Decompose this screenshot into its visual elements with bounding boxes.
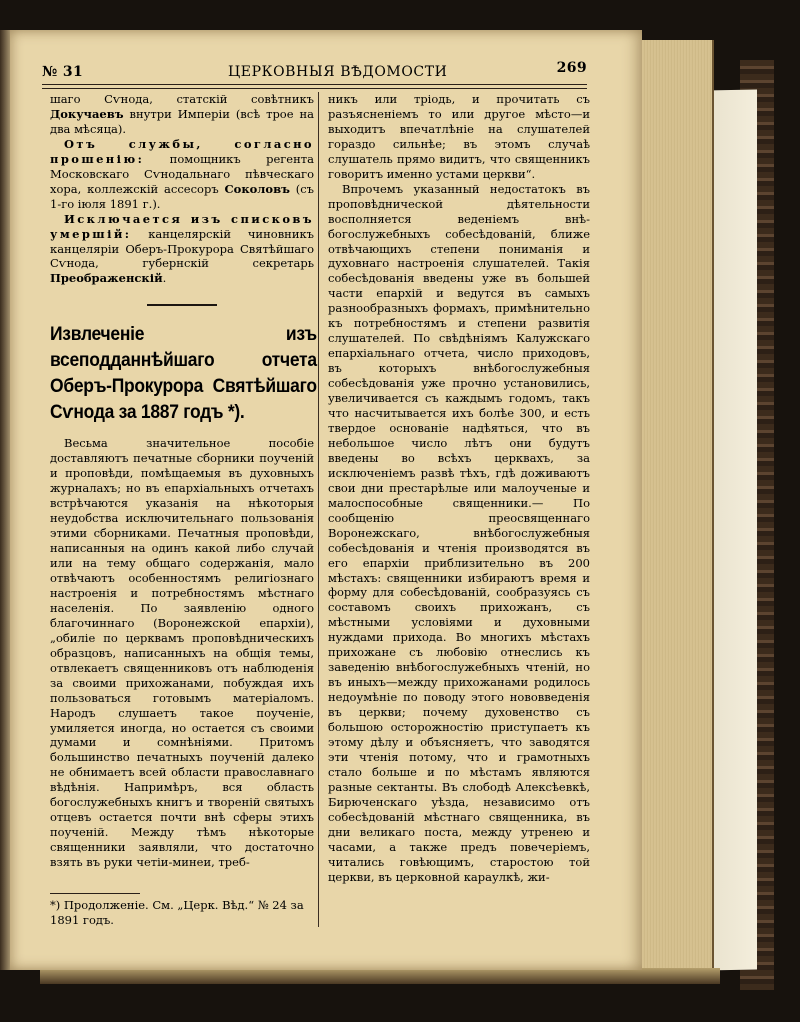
page-bottom-edge [40,968,720,984]
journal-title: ЦЕРКОВНЫЯ ВѢДОМОСТИ [228,64,448,80]
paragraph-leave [50,92,314,137]
spaced-heading: Исключается изъ списковъ умершій: [50,211,314,241]
spaced-heading: Отъ службы, согласно прошенію: [50,136,314,166]
text-run: шаго Сѵнода, статскій совѣтникъ [50,92,314,106]
page-number: 269 [556,60,587,76]
left-column [50,92,317,870]
footnote-rule [50,893,140,894]
header-double-rule [42,84,587,89]
footnote: *) Продолженіе. См. „Церк. Вѣд.“ № 24 за 1891 годъ. [50,898,304,927]
text-run: канцелярскій чиновникъ канцеляріи Оберъ-Прокурора Святѣйшаго Сѵнода, губернскій секретарь [50,226,314,271]
person-name: Соколовъ [224,181,290,196]
text-run: . [162,271,167,286]
text-run: внутри Имперіи (всѣ трое на два мѣсяца). [50,106,314,136]
paragraph-continued: никъ или тріодь, и прочитать съ разъясненіемъ то или другое мѣсто—и выходитъ впечатлѣніе на слушателей гораздо сильнѣе; въ этомъ случаѣ слушатель прямо видитъ, что священникъ говоритъ именно устами церкви“. [328,92,590,181]
section-divider [147,304,217,308]
text-run: (съ 1-го іюля 1891 г.). [50,181,314,211]
text-run: помощникъ регента Московскаго Сѵнодальнаго пѣвческаго хора, коллежскій ассесоръ [50,151,314,196]
right-column [328,92,590,885]
page-stack-edge [640,40,714,975]
paragraph-deceased [50,212,314,287]
column-divider [318,92,319,927]
running-header [42,60,587,82]
paragraph-body: Впрочемъ указанный недостатокъ въ проповѣднической дѣятельности восполняется веденіемъ внѣ-богослужебныхъ собесѣдованій, ближе отвѣчающихъ степени пониманія и духовнаго настроенія слушателей. Такія собесѣдованія введены уже въ большей части епархій и ведутся въ самыхъ разнообразныхъ формахъ, примѣнительно къ потребностямъ и степени развитія слушателей. По свѣдѣніямъ Калужскаго епархіальнаго отчета, число приходовъ, въ которыхъ внѣбогослужебныя собесѣдованія уже прочно установились, увеличивается съ каждымъ годомъ, такъ что насчитывается ихъ болѣе 300, и есть твердое основаніе надѣяться, что въ небольшое число лѣтъ они будутъ введены во всѣхъ церквахъ, за исключеніемъ развѣ тѣхъ, гдѣ доживаютъ свои дни престарѣлые или малоученые и малоспособные священники.— По сообщенію преосвященнаго Воронежскаго, внѣбогослужебныя собесѣдованія и чтенія производятся въ его епархіи приблизительно въ 200 мѣстахъ: священники избираютъ время и форму для собесѣдованій, сообразуясь съ составомъ своихъ прихожанъ, съ мѣстными условіями и духовными нуждами прихода. Во многихъ мѣстахъ прихожане съ любовію отнеслись къ заведенію внѣбогослужебныхъ чтеній, но въ иныхъ—между прихожанами родилось недоумѣніе по поводу этого нововведенія въ церкви; почему духовенство съ большою осторожностію приступаетъ къ этому дѣлу и объясняетъ, что заводятся эти чтенія потому, что и грамотныхъ стало больше и по мѣстамъ являются разные сектанты. Въ слободѣ Алексѣевкѣ, Бирюченскаго уѣзда, независимо отъ собесѣдованій мѣстнаго священника, въ дни великаго поста, между утренею и часами, а также предъ повечеріемъ, читались говѣющимъ, старостою той церкви, въ церковной караулкѣ, жи- [328,181,590,884]
article-title: Извлеченіе изъ всеподданнѣйшаго отчета Оберъ-Прокурора Святѣйшаго Сѵнода за 1887 годъ *). [50,324,317,424]
paragraph-dismissal [50,137,314,212]
article-body: Весьма значительное пособіе доставляютъ печатные сборники поученій и проповѣди, помѣщаемыя въ духовныхъ журналахъ; но въ епархіальныхъ отчетахъ встрѣчаются указанія на нѣкоторыя неудобства исключительнаго пользованія этими сборниками. Печатныя проповѣди, написанныя на одинъ какой либо случай или на тему общаго содержанія, мало отвѣчаютъ особенностямъ религіознаго настроенія и потребностямъ мѣстнаго населенія. По заявленію одного благочиннаго (Воронежской епархіи), „обиліе по церквамъ проповѣдническихъ образцовъ, написанныхъ на общія темы, отвлекаетъ священниковъ отъ наблюденія за своими прихожанами, побуждая ихъ пользоваться готовымъ матеріаломъ. Народъ слушаетъ такое поученіе, умиляется иногда, но остается съ своими думами и сомнѣніями. Притомъ большинство печатныхъ поученій далеко не обнимаетъ всей области православнаго вѣдѣнія. Напримѣръ, вся область богослужебныхъ книгъ и твореній святыхъ отцевъ остается почти внѣ сферы этихъ поученій. Между тѣмъ нѣкоторые священники заявляли, что достаточно взять въ руки четіи-минеи, треб- [50,436,314,870]
issue-number: № 31 [42,64,84,80]
person-name: Преображенскій [50,271,163,286]
person-name: Докучаевъ [50,106,124,121]
